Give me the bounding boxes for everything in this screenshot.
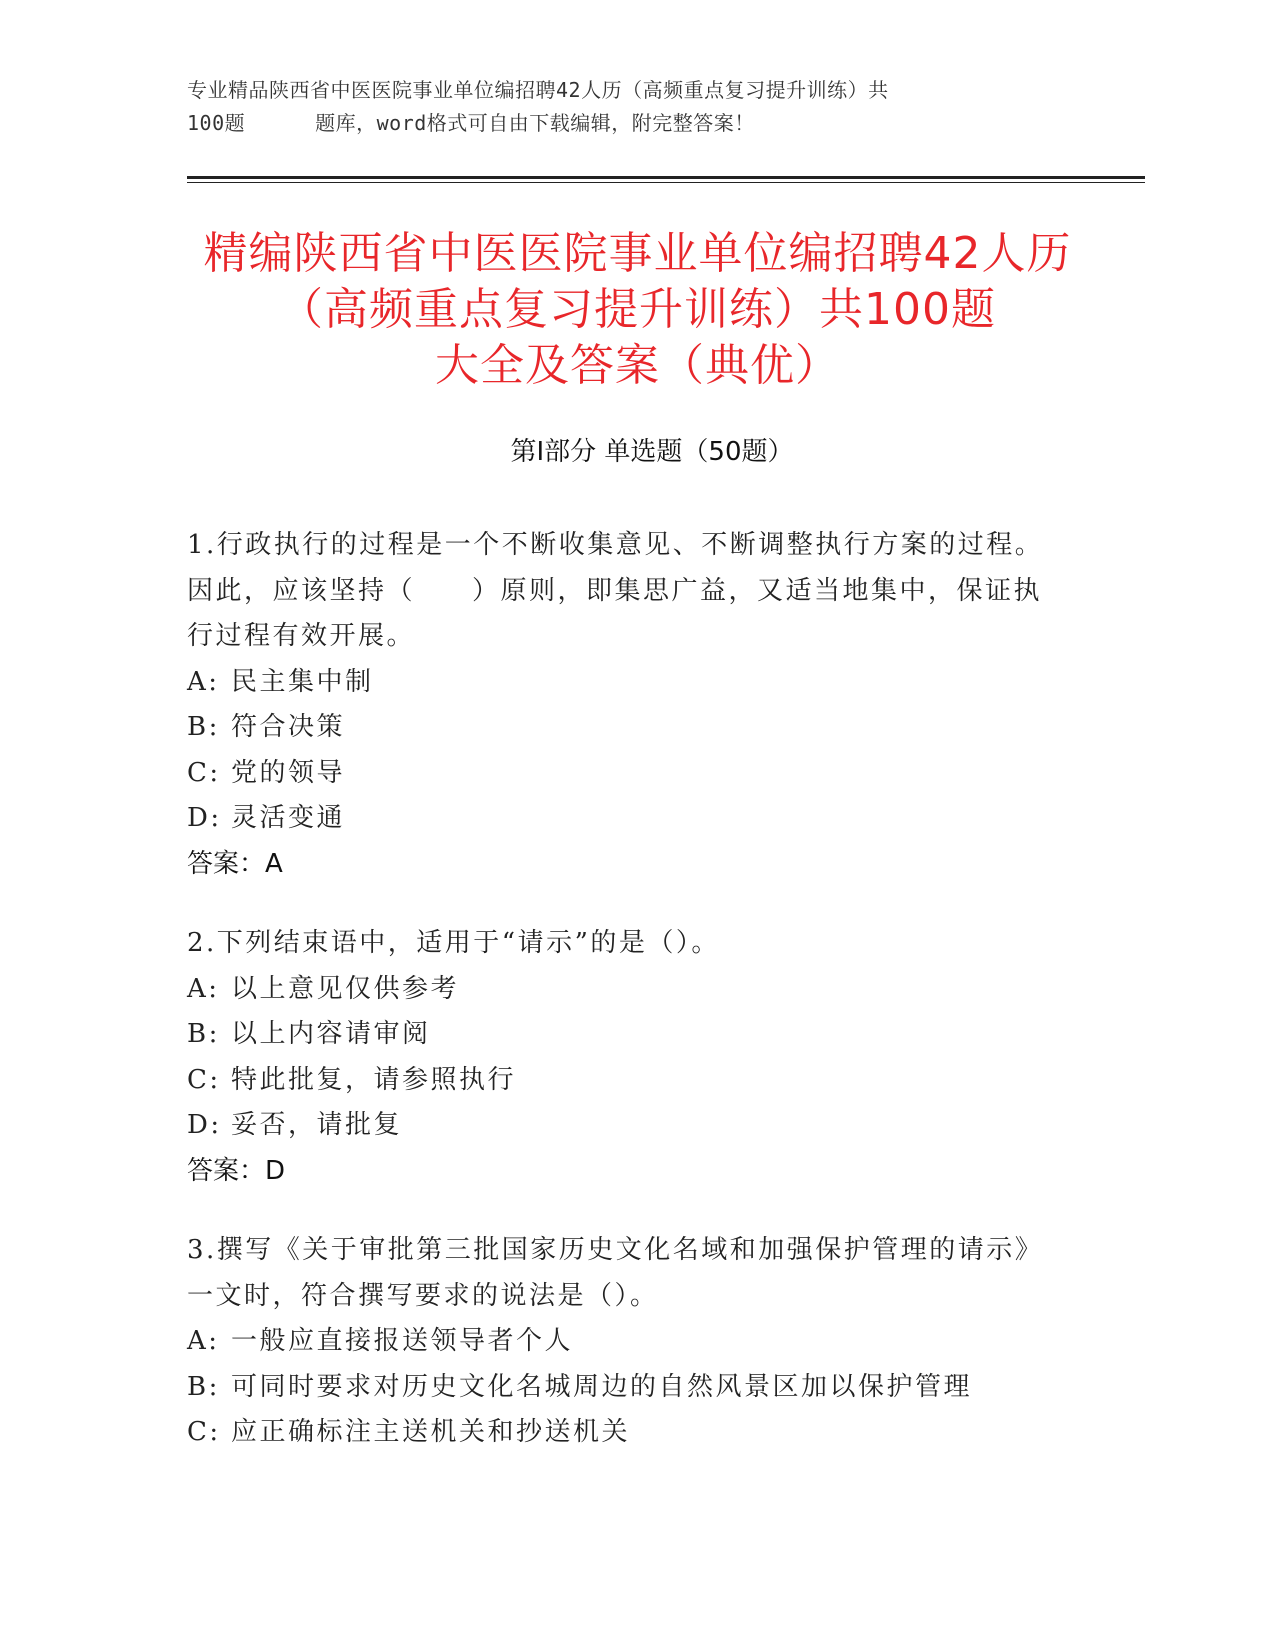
question-text-line: 行过程有效开展。 [187,621,416,651]
question-text-line: 1.行政执行的过程是一个不断收集意见、不断调整执行方案的过程。 [187,530,1044,560]
header-note-line2-right: 题库，word格式可自由下载编辑，附完整答案！ [315,111,755,135]
document-title-line: 大全及答案（典优） [435,340,840,391]
option-b [187,705,1107,751]
option-a [187,660,1107,706]
option-c [187,1058,1107,1104]
option-text: 以上内容请审阅 [231,1019,431,1049]
option-key: D: [187,1110,222,1140]
option-text: 以上意见仅供参考 [231,973,460,1004]
document-title [160,226,1115,394]
question-list [187,523,1107,1490]
option-b [187,1365,1107,1411]
option-text: 符合决策 [231,712,346,742]
option-key: D: [187,803,222,833]
question-3 [187,1228,1107,1456]
header-note-line1: 专业精品陕西省中医医院事业单位编招聘42人历（高频重点复习提升训练）共 [187,78,889,102]
option-a [187,967,1107,1013]
option-text: 灵活变通 [231,803,346,833]
option-b [187,1012,1107,1058]
option-text: 应正确标注主送机关和抄送机关 [231,1417,631,1447]
document-title-line: （高频重点复习提升训练）共100题 [279,284,996,335]
header-rule-thin [187,182,1145,183]
question-1 [187,523,1107,887]
question-text-line: 3.撰写《关于审批第三批国家历史文化名域和加强保护管理的请示》 [187,1235,1044,1265]
option-a [187,1319,1107,1365]
question-text-line: 一文时，符合撰写要求的说法是（）。 [187,1280,659,1311]
option-d [187,1103,1107,1149]
option-key: B: [187,712,220,742]
option-key: C: [187,1417,221,1447]
option-c [187,751,1107,797]
option-text: 可同时要求对历史文化名城周边的自然风景区加以保护管理 [231,1371,973,1402]
document-title-line: 精编陕西省中医医院事业单位编招聘42人历 [203,228,1072,279]
option-d [187,796,1107,842]
option-key: A: [187,973,220,1004]
option-key: A: [187,1326,220,1356]
option-key: A: [187,666,220,697]
answer-line: 答案：D [187,1155,286,1186]
answer-line: 答案：A [187,848,283,879]
option-text: 一般应直接报送领导者个人 [231,1326,574,1356]
option-key: C: [187,757,221,788]
header-note-line2 [187,107,1087,140]
option-c [187,1410,1107,1456]
option-text: 妥否，请批复 [231,1110,403,1140]
option-text: 特此批复，请参照执行 [231,1064,517,1095]
option-text: 民主集中制 [231,666,374,697]
option-text: 党的领导 [231,757,346,788]
option-key: C: [187,1064,221,1095]
option-key: B: [187,1371,220,1402]
question-2 [187,921,1107,1194]
header-note [187,74,1087,140]
option-key: B: [187,1019,220,1049]
section-title: 第Ⅰ部分 单选题（50题） [510,437,794,467]
question-text-line: 2.下列结束语中，适用于“请示”的是（）。 [187,928,720,958]
header-note-line2-left: 100题 [187,111,246,135]
header-rule-thick [187,176,1145,179]
question-text-line: 因此，应该坚持（ ）原则，即集思广益，又适当地集中，保证执 [187,575,1043,606]
